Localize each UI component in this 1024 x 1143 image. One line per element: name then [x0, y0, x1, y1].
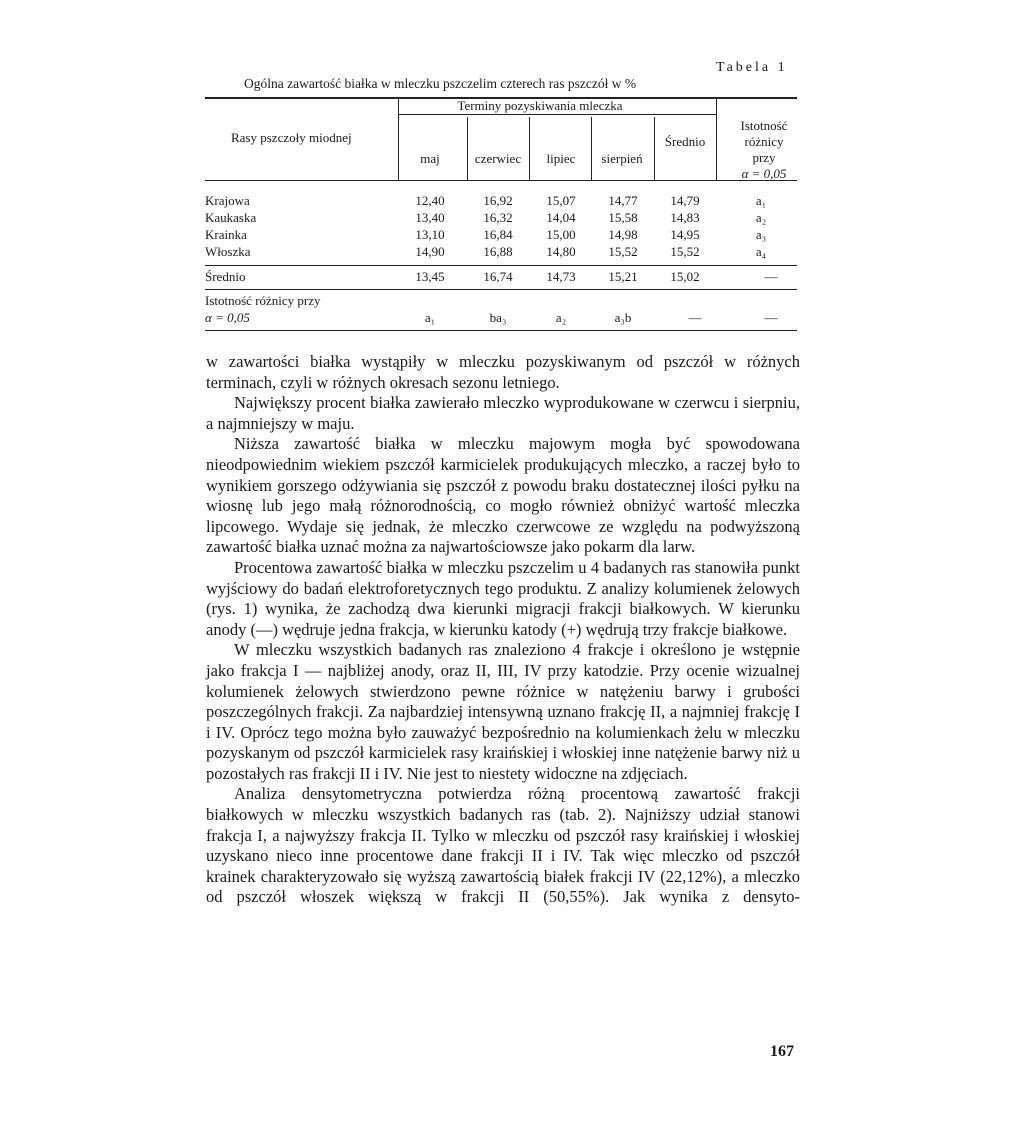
header-maj: maj — [420, 151, 440, 166]
col-divider — [529, 117, 530, 180]
table-row: Włoszka 14,90 16,88 14,80 15,52 15,52 a₄ — [205, 244, 767, 259]
page-number: 167 — [770, 1043, 794, 1060]
header-lipiec: lipiec — [546, 151, 576, 166]
table-label: Tabela 1 — [716, 60, 788, 75]
table-row: Krainka 13,10 16,84 15,00 14,98 14,95 a₃ — [205, 227, 767, 242]
header-sierpien: sierpień — [601, 151, 643, 166]
table-bottom-rule — [205, 330, 797, 331]
col-divider — [398, 97, 399, 180]
table-row: Krajowa 12,40 16,92 15,07 14,77 14,79 a₁ — [205, 193, 767, 208]
paragraph: Analiza densytometryczna potwierdza różną procentową zawartość frakcji białkowych w mleczku wszystkich badanych ras (tab. 2). Najniższy udział stanowi frakcja I, a najwyższy frakcja II. Tylko w mleczku od pszczół rasy kraińskiej i włoskiej uzyskano nieco inne procentowe dane frakcji II i IV. Tak więc mleczko od pszczół krainek charakteryzowało się wyższą zawartością białek frakcji IV (22,12%), a mleczko od pszczół włoszek większą w frakcji II (50,55%). Jak wynika z densyto- — [206, 784, 800, 907]
col-divider — [467, 117, 468, 180]
col-divider — [654, 117, 655, 180]
header-rasy: Rasy pszczoły miodnej — [231, 130, 352, 145]
paragraph: w zawartości białka wystąpiły w mleczku pozyskiwanym od pszczół w różnych terminach, czyli w różnych okresach sezonu letniego. — [206, 352, 800, 392]
col-divider — [591, 117, 592, 180]
table-row-average: Średnio 13,45 16,74 14,73 15,21 15,02 — — [205, 269, 778, 284]
header-bottom-rule — [205, 180, 797, 181]
header-srednio: Średnio — [664, 134, 706, 149]
header-czerwiec: czerwiec — [474, 151, 522, 166]
header-terminy: Terminy pozyskiwania mleczka — [457, 98, 623, 113]
terminy-underline — [398, 114, 716, 115]
paragraph: Największy procent białka zawierało mleczko wyprodukowane w czerwcu i sierpniu, a najmniejszy w maju. — [206, 393, 800, 433]
paragraph: Procentowa zawartość białka w mleczku pszczelim u 4 badanych ras stanowiła punkt wyjściowy do badań elektroforetycznych tego produktu. Z analizy kolumienek żelowych (rys. 1) wynika, że zachodzą dwa kierunki migracji frakcji białkowych. W kierunku anody (—) wędruje jedna frakcja, w kierunku katody (+) wędrują trzy frakcje białkowe. — [206, 557, 800, 639]
avg-bottom-rule — [205, 289, 797, 290]
body-text — [206, 352, 800, 908]
table-row: Kaukaska 13,40 16,32 14,04 15,58 14,83 a₂ — [205, 210, 767, 225]
paragraph: Niższa zawartość białka w mleczku majowym mogła być spowodowana nieodpowiednim wiekiem pszczół karmicielek produkujących mleczko, a raczej było to wynikiem gorszego odżywiania się pszczół z powodu braku dostatecznej ilości pyłku na wiosnę lub jego małą różnorodnością, co mogło również obniżyć wartość mleczka lipcowego. Wydaje się jednak, że mleczko czerwcowe ze względu na podwyższoną zawartość białka uznać można za najwartościowsze jako pokarm dla larw. — [206, 434, 800, 557]
table-caption: Ogólna zawartość białka w mleczku pszczelim czterech ras pszczół w % — [244, 76, 637, 91]
header-istotnosc: Istotność różnicy przy α = 0,05 — [740, 118, 788, 181]
table-row-significance: Istotność różnicy przy α = 0,05 a₁ ba₃ a₂ a₃b — — — [205, 293, 778, 325]
col-divider — [716, 97, 717, 180]
rows-bottom-rule — [205, 265, 797, 266]
paragraph: W mleczku wszystkich badanych ras znaleziono 4 frakcje i określono je wstępnie jako frakcja I — najbliżej anody, oraz II, III, IV przy katodzie. Przy ocenie wizualnej kolumienek żelowych stwierdzono pewne różnice w natężeniu barwy i grubości poszczególnych frakcji. Za najbardziej intensywną uznano frakcję II, a najmniej frakcję I i IV. Oprócz tego można było zauważyć bezpośrednio na kolumienkach żelu w mleczku pozyskanym od pszczół karmicielek rasy kraińskiej i włoskiej inne natężenie barwy niż u pozostałych ras frakcji II i IV. Nie jest to niestety widoczne na zdjęciach. — [206, 640, 800, 783]
